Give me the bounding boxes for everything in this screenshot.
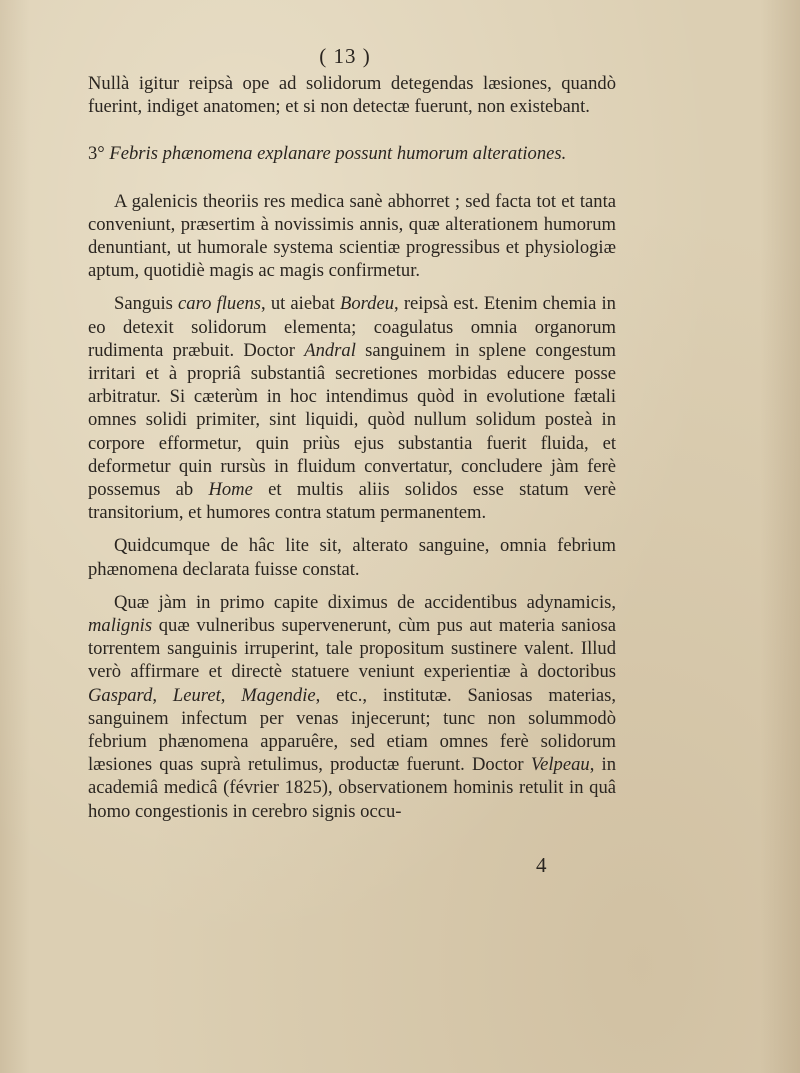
paragraph-1: Nullà igitur reipsà ope ad solidorum detegendas læsiones, quandò fuerint, indiget anatomen; et si non detectæ fuerunt, non existebant. [88, 73, 616, 118]
term-malignis: malignis [88, 615, 153, 637]
author-gaspard: Gaspard [88, 684, 153, 706]
signature-mark: 4 [536, 853, 547, 877]
author-bordeu: Bordeu [339, 293, 395, 315]
author-andral: Andral [304, 339, 356, 361]
paragraph-5: Quæ jàm in primo capite diximus de accidentibus adynamicis, malignis quæ vulneribus supervenerunt, cùm pus aut materia saniosa torrentem sanguinis irruperint, tale propositum sustinere valent. Illud verò affirmare et directè statuere veniunt experientiæ à doctoribus Gaspard, Leuret, Magendie, etc., institutæ. Saniosas materias, sanguinem infectum per venas injecerunt; tunc non solummodò febrium phænomena apparuêre, sed etiam omnes ferè solidorum læsiones quas suprà retulimus, productæ fuerunt. Doctor Velpeau, in academiâ medicâ (février 1825), observationem hominis retulit in quâ homo congestionis in cerebro signis occu- [88, 591, 617, 822]
paragraph-4: Quidcumque de hâc lite sit, alterato sanguine, omnia febrium phænomena declarata fuisse constat. [88, 535, 616, 580]
author-home: Home [208, 479, 253, 501]
author-velpeau: Velpeau [530, 754, 590, 776]
page-number: ( 13 ) [319, 44, 371, 68]
section-heading-text: Febris phænomena explanare possunt humorum alterationes. [109, 143, 567, 165]
section-heading [88, 142, 616, 165]
paragraph-3: Sanguis caro fluens, ut aiebat Bordeu, reipsà est. Etenim chemia in eo detexit solidorum elementa; coagulatus omnia organorum rudimenta præbuit. Doctor Andral sanguinem in splene congestum irritari et à propriâ substantiâ secretiones morbidas educere posse arbitratur. Si cæterùm in hoc intendimus quòd in evolutione fætali omnes solidi primiter, sint liquidi, quòd nullum solidum posteà in corpore efformetur, quin priùs ejus substantia fuerit fluida, et deformetur quin rursùs in fluidum convertatur, concludere jàm ferè possemus ab Home et multis aliis solidos esse statum verè transitorium, et humores contra statum permanentem. [88, 293, 616, 524]
page-body [88, 72, 616, 823]
author-magendie: Magendie [241, 684, 316, 706]
paragraph-2: A galenicis theoriis res medica sanè abhorret ; sed facta tot et tanta conveniunt, præsertim à novissimis annis, quæ alterationem humorum denuntiant, ut humorale systema scientiæ progressibus et physiologiæ aptum, quotidiè magis ac magis confirmetur. [88, 190, 616, 282]
section-number: 3° [88, 143, 105, 165]
author-leuret: Leuret [172, 684, 221, 706]
quote-caro-fluens: caro fluens [178, 293, 262, 315]
